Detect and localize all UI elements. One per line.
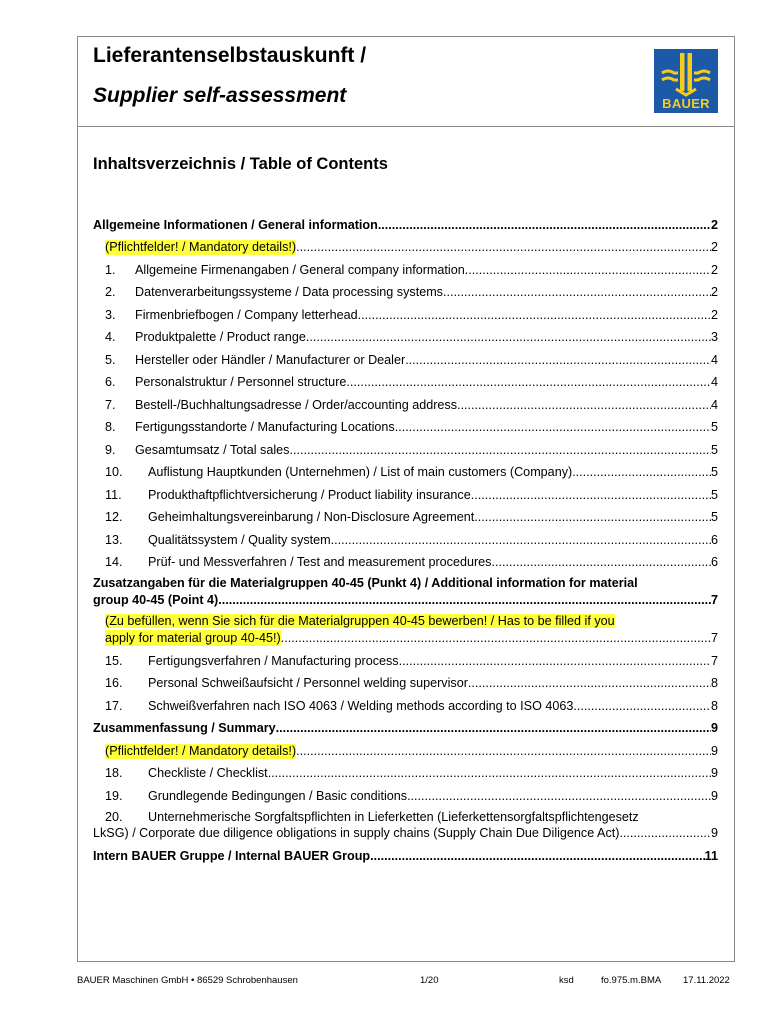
toc-fill-note[interactable] <box>93 608 718 646</box>
toc-page-number: 5 <box>710 420 718 434</box>
toc-page-number: 8 <box>710 698 718 713</box>
toc-page-number: 9 <box>710 721 718 735</box>
footer-page-number: 1/20 <box>420 975 439 986</box>
toc-section-material-groups[interactable] <box>93 570 718 608</box>
toc-item-number: 15. <box>105 653 123 668</box>
toc-leader-dots <box>457 398 711 413</box>
toc-leader-dots <box>378 218 711 233</box>
toc-page-number: 6 <box>710 532 718 547</box>
toc-entry-label-line2: apply for material group 40-45!) <box>105 630 281 645</box>
toc-entry-label: Gesamtumsatz / Total sales <box>135 442 290 457</box>
toc-item[interactable] <box>93 413 718 436</box>
toc-entry-label-line2: LkSG) / Corporate due diligence obligations in supply chains (Supply Chain Due Diligence Act) <box>93 826 620 840</box>
toc-item[interactable] <box>93 525 718 548</box>
toc-entry-label: (Pflichtfelder! / Mandatory details!) <box>105 240 297 254</box>
toc-page-number: 6 <box>710 555 718 569</box>
toc-entry-label: Bestell-/Buchhaltungsadresse / Order/accounting address <box>135 397 458 412</box>
toc-page-number: 2 <box>710 307 718 322</box>
toc-item-number: 13. <box>105 532 123 547</box>
toc-item-number: 1. <box>105 262 116 277</box>
toc-item-number: 12. <box>105 510 123 524</box>
toc-item-number: 6. <box>105 375 116 389</box>
table-of-contents <box>93 210 718 864</box>
footer-date: 17.11.2022 <box>683 975 730 986</box>
toc-mandatory-note[interactable] <box>93 736 718 759</box>
toc-leader-dots <box>619 825 711 842</box>
toc-mandatory-note[interactable] <box>93 233 718 256</box>
toc-item[interactable] <box>93 691 718 714</box>
toc-entry-label: Personal Schweißaufsicht / Personnel welding supervisor <box>148 676 468 690</box>
toc-item-number: 18. <box>105 766 123 780</box>
footer-form-number: fo.975.m.BMA <box>601 975 662 986</box>
toc-entry-label: Schweißverfahren nach ISO 4063 / Welding methods according to ISO 4063 <box>148 698 574 713</box>
toc-item-number: 16. <box>105 676 123 690</box>
toc-entry-label: Checkliste / Checklist <box>148 766 268 780</box>
toc-page-number: 9 <box>710 788 718 803</box>
toc-item[interactable] <box>93 458 718 481</box>
toc-leader-dots <box>296 240 711 255</box>
toc-item[interactable] <box>93 503 718 526</box>
toc-entry-label: Allgemeine Informationen / General information <box>93 217 378 232</box>
toc-page-number: 5 <box>710 442 718 457</box>
toc-item-number: 14. <box>105 555 123 569</box>
toc-entry-label: Fertigungsstandorte / Manufacturing Locations <box>135 420 395 434</box>
toc-leader-dots <box>405 353 711 368</box>
toc-item[interactable] <box>93 759 718 782</box>
toc-page-number: 8 <box>710 676 718 690</box>
title-english: Supplier self-assessment <box>93 84 347 107</box>
toc-item-number: 4. <box>105 330 116 344</box>
toc-item-number: 9. <box>105 442 116 457</box>
toc-leader-dots <box>276 721 711 736</box>
toc-item[interactable] <box>93 435 718 458</box>
toc-item[interactable] <box>93 646 718 669</box>
toc-leader-dots <box>218 592 711 609</box>
toc-item[interactable] <box>93 390 718 413</box>
toc-entry-label: Firmenbriefbogen / Company letterhead <box>135 307 358 322</box>
toc-leader-dots <box>306 330 711 345</box>
toc-leader-dots <box>443 285 711 300</box>
toc-section-summary[interactable] <box>93 714 718 737</box>
toc-entry-label: Grundlegende Bedingungen / Basic conditions <box>148 788 408 803</box>
toc-leader-dots <box>346 375 711 390</box>
toc-entry-label: Intern BAUER Gruppe / Internal BAUER Group <box>93 849 371 863</box>
toc-page-number: 5 <box>710 465 718 479</box>
footer-author: ksd <box>559 975 574 986</box>
toc-page-number: 2 <box>710 217 718 232</box>
toc-item[interactable] <box>93 255 718 278</box>
toc-page-number: 4 <box>710 397 718 412</box>
toc-page-number: 5 <box>710 510 718 524</box>
toc-page-number: 9 <box>710 826 718 840</box>
toc-item-number: 8. <box>105 420 116 434</box>
toc-item-number: 17. <box>105 698 123 713</box>
toc-heading: Inhaltsverzeichnis / Table of Contents <box>93 155 388 173</box>
toc-leader-dots <box>474 510 711 525</box>
toc-entry-label: Fertigungsverfahren / Manufacturing process <box>148 653 399 668</box>
toc-page-number: 9 <box>710 766 718 780</box>
toc-section-internal[interactable] <box>93 842 718 865</box>
toc-item[interactable] <box>93 278 718 301</box>
toc-leader-dots <box>268 766 711 781</box>
header-separator <box>77 126 735 127</box>
toc-page-number: 7 <box>710 653 718 668</box>
toc-page-number: 4 <box>710 375 718 389</box>
toc-leader-dots <box>471 488 711 503</box>
toc-page-number: 5 <box>710 487 718 502</box>
toc-item[interactable] <box>93 548 718 571</box>
toc-leader-dots <box>331 533 711 548</box>
toc-page-number: 2 <box>710 262 718 277</box>
toc-leader-dots <box>399 654 711 669</box>
toc-item-number: 5. <box>105 352 116 367</box>
toc-entry-label: Personalstruktur / Personnel structure <box>135 375 347 389</box>
toc-leader-dots <box>468 676 711 691</box>
bauer-logo <box>654 49 718 113</box>
toc-page-number: 7 <box>710 630 718 645</box>
toc-page-number: 9 <box>710 743 718 758</box>
toc-item-number: 11. <box>105 487 122 502</box>
toc-page-number: 4 <box>710 352 718 367</box>
toc-item[interactable] <box>93 323 718 346</box>
toc-entry-label: Geheimhaltungsvereinbarung / Non-Disclosure Agreement <box>148 510 475 524</box>
toc-entry-label: Zusammenfassung / Summary <box>93 721 276 735</box>
toc-leader-dots <box>407 789 711 804</box>
toc-page-number: 2 <box>710 240 718 254</box>
toc-leader-dots <box>491 555 711 570</box>
toc-section-general[interactable] <box>93 210 718 233</box>
toc-entry-label-line1: Unternehmerische Sorgfaltspflichten in Lieferketten (Lieferkettensorgfaltspflichtengesetz <box>148 809 639 824</box>
toc-item-number: 2. <box>105 285 116 299</box>
toc-leader-dots <box>573 699 711 714</box>
toc-item-number: 3. <box>105 307 116 322</box>
toc-entry-label: Produkthaftpflichtversicherung / Product liability insurance <box>148 487 471 502</box>
toc-page-number: 3 <box>710 330 718 344</box>
toc-item[interactable] <box>93 300 718 323</box>
toc-entry-label-line1: Zusatzangaben für die Materialgruppen 40-45 (Punkt 4) / Additional information for material <box>93 576 638 590</box>
toc-item-number: 19. <box>105 788 123 803</box>
toc-item[interactable] <box>93 368 718 391</box>
footer-company: BAUER Maschinen GmbH • 86529 Schrobenhausen <box>77 975 298 986</box>
toc-item[interactable] <box>93 781 718 804</box>
toc-item-number: 20. <box>105 809 123 824</box>
toc-entry-label: Auflistung Hauptkunden (Unternehmen) / List of main customers (Company) <box>148 465 573 479</box>
toc-item[interactable] <box>93 669 718 692</box>
toc-entry-label: (Pflichtfelder! / Mandatory details!) <box>105 743 297 758</box>
toc-leader-dots <box>465 263 711 278</box>
toc-item-number: 10. <box>105 465 123 479</box>
toc-item[interactable] <box>93 480 718 503</box>
toc-item[interactable] <box>93 345 718 368</box>
toc-entry-label: Qualitätssystem / Quality system <box>148 532 331 547</box>
toc-page-number: 11 <box>704 849 718 863</box>
toc-entry-label: Prüf- und Messverfahren / Test and measurement procedures <box>148 555 492 569</box>
toc-entry-label: Produktpalette / Product range <box>135 330 306 344</box>
toc-leader-dots <box>281 630 711 647</box>
toc-item-number: 7. <box>105 397 116 412</box>
toc-leader-dots <box>395 420 711 435</box>
toc-entry-label-line2: group 40-45 (Point 4) <box>93 592 219 607</box>
toc-leader-dots <box>572 465 711 480</box>
toc-leader-dots <box>358 308 711 323</box>
toc-entry-label: Datenverarbeitungssysteme / Data processing systems <box>135 285 443 299</box>
toc-leader-dots <box>370 849 705 864</box>
toc-leader-dots <box>296 744 711 759</box>
title-german: Lieferantenselbstauskunft / <box>93 44 367 67</box>
toc-entry-label-line1: (Zu befüllen, wenn Sie sich für die Materialgruppen 40-45 bewerben! / Has to be filled if you <box>105 614 615 628</box>
toc-entry-label: Allgemeine Firmenangaben / General company information <box>135 262 465 277</box>
toc-page-number: 2 <box>710 285 718 299</box>
logo-text: BAUER <box>662 96 710 111</box>
toc-leader-dots <box>289 443 711 458</box>
toc-entry-label: Hersteller oder Händler / Manufacturer or Dealer <box>135 352 406 367</box>
toc-item-due-diligence[interactable] <box>93 804 718 842</box>
toc-page-number: 7 <box>710 592 718 607</box>
